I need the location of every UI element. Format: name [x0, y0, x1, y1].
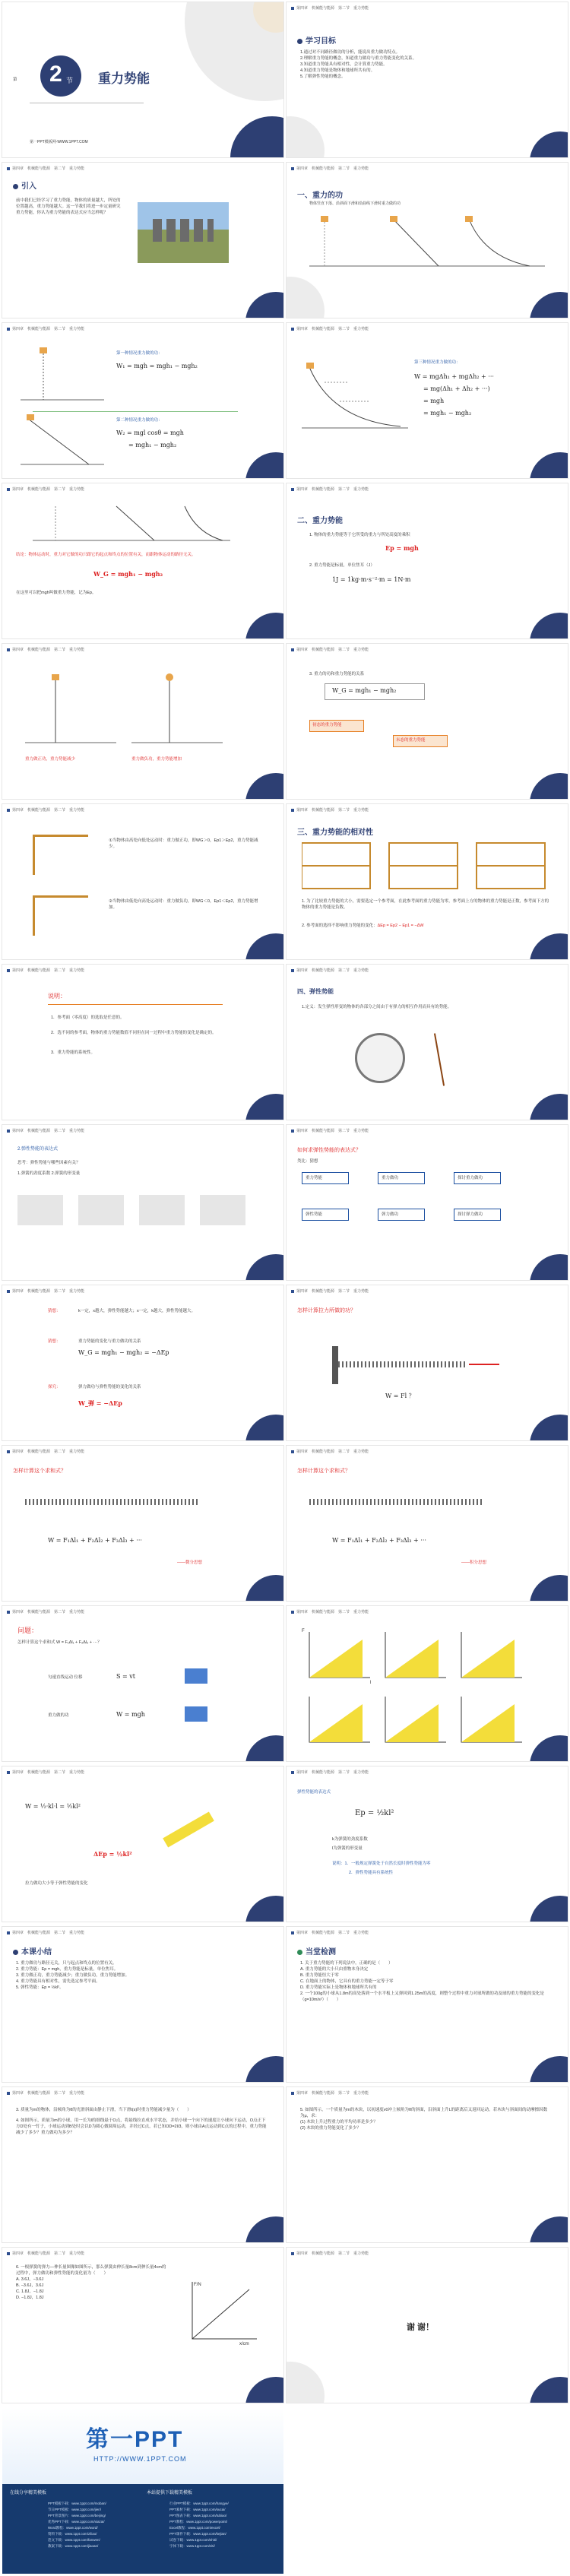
decor-circle [530, 1415, 568, 1440]
promo-link[interactable]: PPT背景图片：www.1ppt.com/beijing/ [48, 2514, 106, 2517]
slide-header: 第四章 机械能与能源 第二节 重力势能 [291, 968, 563, 974]
quiz-option: A. 重力势能的大小只由重物本身决定 [300, 1967, 369, 1972]
slide-title: 怎样计算拉力所做的功？ [297, 1308, 356, 1313]
objective-list [300, 49, 551, 80]
slide-title: 怎样计算这个求和式？ [13, 1469, 66, 1474]
method-note: ——积分思想 [461, 1560, 487, 1565]
sum-formula: W = F₁Δl₁ + F₂Δl₂ + F₃Δl₃ + ··· [332, 1537, 426, 1544]
objective-item: 3.知道重力势能具有相对性，会计算重力势能。 [300, 62, 388, 67]
variable-note: k为弹簧的劲度系数 [332, 1837, 368, 1842]
promo-link[interactable]: Excel教程：www.1ppt.com/excel/ [169, 2526, 220, 2530]
promo-link[interactable]: 优秀PPT下载：www.1ppt.com/xiazai/ [48, 2520, 105, 2524]
question-text: 思考：弹性势能与哪些因素有关？ [17, 1161, 81, 1165]
slide-header: 第四章 机械能与能源 第二节 重力势能 [7, 1288, 279, 1295]
flow-box: 重力势能 [302, 1172, 349, 1184]
slide-header: 第四章 机械能与能源 第二节 重力势能 [291, 166, 563, 173]
method-note: ——微分思想 [177, 1560, 203, 1565]
slide-pull-work [287, 1285, 568, 1440]
quiz-item: (2) 木块的重力势能变化了多少？ [300, 2126, 361, 2131]
objective-item: 2.理解重力势能的概念，知道重力做功与重力势能变化的关系。 [300, 56, 417, 61]
objective-item: 4.知道重力势能是物体和地球所共有的。 [300, 68, 375, 73]
step-text: 弹力做功与弹性势能的变化的关系 [78, 1385, 141, 1389]
decor-circle [530, 292, 568, 318]
objective-item: 1.通过对不同路径做功的分析，能说出重力做功特点。 [300, 50, 401, 55]
summary-item: 3. 重力做正功，重力势能减少；重力做负功，重力势能增加。 [16, 1973, 130, 1978]
final-energy-label: 末态的重力势能 [396, 738, 426, 743]
decor-circle [530, 933, 568, 959]
curve-path-diagram [302, 360, 408, 436]
note-text: 在这里可以把mgh叫做重力势能，记为Ep。 [16, 591, 97, 595]
decor-circle [245, 1415, 283, 1440]
decor-circle [530, 613, 568, 638]
cover-title: 重力势能 [98, 71, 150, 86]
intro-text: 前中我们已经学习了重力势能，物体的质量越大，所处的位置越高，重力势能越大。这一节我们将进一步定量研究重力势能，你认为重力势能的表达式应当怎样呢？ [16, 198, 121, 215]
slide-title: 怎样计算这个求和式？ [297, 1469, 350, 1474]
flow-box: 重力做功 [378, 1172, 425, 1184]
promo-link[interactable]: 字体下载：www.1ppt.com/ziti/ [169, 2544, 215, 2548]
slide-header: 第四章 机械能与能源 第二节 重力势能 [291, 1128, 563, 1135]
slide-subtitle: 物体竖直下落、沿斜面下滑和沿曲线下滑时重力做的功 [309, 201, 401, 206]
promo-link[interactable]: 教案下载：www.1ppt.com/jiaoan/ [48, 2544, 99, 2548]
work-formula: W = Fl ？ [385, 1393, 415, 1399]
force-graph [185, 2278, 261, 2346]
decor-circle [287, 277, 325, 318]
decor-circle [530, 1254, 568, 1280]
ep-formula: Ep = mgh [385, 544, 419, 552]
elastic-ep-formula: Ep = ½kl² [355, 1809, 394, 1817]
case2-formula-result: = mgh₁ − mgh₂ [128, 442, 177, 448]
case2-label: 第二种情况重力做的功： [116, 418, 163, 423]
summary-item: 5. 弹性势能：Ep = ½kl²。 [16, 1985, 64, 1990]
fall-and-slope-diagram [13, 343, 127, 472]
slide-header: 第四章 机械能与能源 第二节 重力势能 [7, 166, 279, 173]
work-formula: W = ½·kl·l = ½kl² [25, 1803, 81, 1810]
decor-circle [245, 2056, 283, 2082]
case3-formula: = mgh [423, 398, 445, 404]
slide-objectives [287, 2, 568, 157]
reference-note: 2. 参考面的选择不影响重力势能的变化： [302, 924, 378, 928]
case2-formula: W₂ = mgl cosθ = mgh [116, 429, 184, 436]
slide-title: 学习目标 [297, 34, 336, 46]
initial-energy-label: 初态的重力势能 [312, 723, 342, 727]
title-bullet-icon [297, 1950, 302, 1955]
title-bullet-icon [13, 1950, 18, 1955]
slide-elastic-formula [2, 1125, 283, 1280]
divider [33, 411, 238, 412]
title-bullet-icon [13, 184, 18, 189]
highlight-tag [163, 1811, 214, 1847]
case1-label: 第一种情况重力做的功： [116, 351, 163, 356]
promo-link[interactable]: 资料下载：www.1ppt.com/ziliao/ [48, 2532, 97, 2536]
crane-icon [33, 835, 88, 875]
slide-header: 第四章 机械能与能源 第二节 重力势能 [291, 2090, 563, 2097]
quiz-item: 1. 关于重力势能的下列说法中，正确的是（ ） [300, 1961, 393, 1966]
slide-header: 第四章 机械能与能源 第二节 重力势能 [7, 2090, 279, 2097]
decor-circle [530, 1094, 568, 1120]
slide-conclusion [2, 483, 283, 638]
slide-title: 本课小结 [13, 1945, 52, 1957]
note-item: 3．重力势能的系统性。 [51, 1050, 96, 1055]
section-number: 2 [49, 62, 62, 87]
question-text: 怎样计算这个求和式 W = F₁Δl₁ + F₂Δl₂ + ···？ [17, 1640, 102, 1645]
slide-header: 第四章 机械能与能源 第二节 重力势能 [7, 647, 279, 654]
promo-link[interactable]: PPT图表下载：www.1ppt.com/tubiao/ [169, 2514, 227, 2517]
crane-icon [33, 895, 88, 936]
quiz-item: 4. 如图所示，质量为m的小球，用一长为l的细线悬于O点，将悬线拉直成水平状态，并给小球一个向下的速度让小球向下运动，O点正下方D处有一钉子，小球运动到B处时会以D为圆心做圆周运动，并经过C点，若已知OD=2l/3，则小球由A点运动到C点的过程中，重力势能减少了多少？重力做功为多少？ [16, 2118, 267, 2135]
slide-elastic-energy [287, 965, 568, 1120]
slide-gravity-work [287, 163, 568, 318]
decor-circle [245, 2216, 283, 2242]
cover-footer: 第一PPT模板网-WWW.1PPT.COM [30, 140, 88, 144]
unit-text: 2. 重力势能是标量，单位焦耳（J） [309, 563, 375, 568]
case3-formula: = mgh₁ − mgh₂ [423, 410, 472, 417]
slide-hypothesis [2, 1285, 283, 1440]
slide-header: 第四章 机械能与能源 第二节 重力势能 [291, 1609, 563, 1616]
derivation-note: 拉力做功大小等于弹性势能的变化 [25, 1881, 88, 1886]
slide-quiz-3 [287, 2087, 568, 2242]
gravity-work-formula: W_G = mgh₁ − mgh₂ [93, 570, 163, 578]
decor-circle [530, 2377, 568, 2403]
flow-box: 弹性势能 [302, 1209, 349, 1221]
decor-circle [245, 773, 283, 799]
decor-circle [287, 116, 325, 157]
quiz-item: 6. 一根弹簧的弹力—伸长量图像如图所示，那么弹簧由伸长量8cm到伸长量4cm的过程中，弹力做功和弹性势能的变化量为（ ） [16, 2265, 166, 2276]
decor-circle [245, 292, 283, 318]
slide-sum-1 [2, 1446, 283, 1601]
step-label: 猜想： [48, 1309, 61, 1313]
slide-cover [2, 2, 283, 157]
stonehenge-photo [138, 202, 229, 263]
case3-label: 第三种情况重力做的功： [414, 360, 461, 365]
delta-ep-formula: ΔEp = Ep2 − Ep1 = −ΔW [377, 924, 424, 928]
slide-header: 第四章 机械能与能源 第二节 重力势能 [291, 1288, 563, 1295]
step-label: 探究： [48, 1385, 61, 1389]
slide-header: 第四章 机械能与能源 第二节 重力势能 [7, 1609, 279, 1616]
decor-circle [230, 116, 283, 157]
objective-item: 5.了解弹性势能的概念。 [300, 74, 346, 79]
slide-header: 第四章 机械能与能源 第二节 重力势能 [291, 326, 563, 333]
quiz-item: (1) 木块上升过程重力的平均功率是多少？ [300, 2120, 378, 2124]
stones-shape [153, 219, 214, 242]
slide-title: 一、重力的功 [297, 192, 343, 200]
decor-circle [530, 131, 568, 157]
note-item: 2．选不同的参考面，物体的重力势能数值不同但在同一过程中重力势能的变化是确定的。 [51, 1031, 217, 1035]
wall-icon [332, 1346, 338, 1384]
slide-energy-change [2, 804, 283, 959]
slide-header: 第四章 机械能与能源 第二节 重力势能 [291, 1449, 563, 1456]
archer-bow-image [434, 1033, 445, 1085]
conclusion-label: 结论： [16, 553, 29, 557]
slide-header: 第四章 机械能与能源 第二节 重力势能 [7, 326, 279, 333]
case1-formula: W₁ = mgh = mgh₁ − mgh₂ [116, 363, 198, 369]
quiz-option: B. 重力势能恒大于零 [300, 1973, 339, 1978]
slide-title: 四、弹性势能 [297, 988, 334, 995]
reference-text: 1. 为了比较重力势能的大小，需要选定一个参考面，在此参考面的重力势能为零，参考面上方的物体的重力势能是正数，参考面下方的物体的重力势能是负数。 [302, 899, 549, 910]
promo-logo: 第一PPT [86, 2427, 184, 2452]
unit-formula: 1J = 1kg·m·s⁻²·m = 1N·m [332, 576, 411, 583]
definition-text: 1.定义：发生弹性形变的物体的各部分之间由于有弹力的相互作用而具有的势能。 [302, 1005, 452, 1009]
spring-icon [338, 1361, 467, 1367]
slide-header: 第四章 机械能与能源 第二节 重力势能 [7, 1930, 279, 1937]
notes-label: 说明： [48, 993, 66, 1000]
area-graphs [302, 1624, 537, 1754]
spring-icon [25, 1499, 200, 1505]
decor-circle [245, 1896, 283, 1922]
area-block [185, 1706, 207, 1722]
slide-header: 第四章 机械能与能源 第二节 重力势能 [7, 486, 279, 493]
decor-circle [530, 1575, 568, 1601]
slide-elastic-expression [287, 1766, 568, 1922]
decor-circle [287, 2362, 325, 2403]
slide-work-energy-relation [287, 644, 568, 799]
slide-analogy [287, 1125, 568, 1280]
slide-header: 第四章 机械能与能源 第二节 重力势能 [7, 807, 279, 814]
up-down-diagram [25, 667, 223, 750]
quiz-option: B. −3.6J，3.6J [16, 2283, 44, 2288]
decor-circle [245, 2377, 283, 2403]
slide-header: 第四章 机械能与能源 第二节 重力势能 [291, 1930, 563, 1937]
promo-link[interactable]: PPT课件下载：www.1ppt.com/kejian/ [169, 2532, 226, 2536]
decor-circle [245, 452, 283, 478]
divider [48, 1004, 223, 1005]
answer-text: 1.弹簧的劲度系数 2.弹簧的形变量 [17, 1171, 81, 1176]
analogy-label: 匀速直线运动 位移 [48, 1675, 83, 1680]
quiz-option: D. −1.8J，1.8J [16, 2296, 44, 2300]
summary-item: 2. 重力势能：Ep = mgh，重力势能是标量，单位焦耳。 [16, 1967, 119, 1972]
promo-url[interactable]: HTTP://WWW.1PPT.COM [93, 2455, 187, 2463]
gravity-work-formula: W_G = mgh₁ − mgh₂ [332, 687, 397, 694]
slide-derivation [2, 1766, 283, 1922]
slide-work-cases [2, 323, 283, 478]
slide-summary [2, 1927, 283, 2082]
sum-formula: W = F₁Δl₁ + F₂Δl₂ + F₃Δl₃ + ··· [48, 1537, 142, 1544]
decor-circle [245, 1575, 283, 1601]
case3-formula: = mg(Δh₁ + Δh₂ + ···) [423, 385, 490, 392]
area-block [185, 1668, 207, 1684]
decor-circle [245, 1254, 283, 1280]
slide-sum-2 [287, 1446, 568, 1601]
question-label: 问题： [17, 1627, 39, 1634]
slide-header: 第四章 机械能与能源 第二节 重力势能 [7, 1128, 279, 1135]
promo-panel [2, 2408, 283, 2574]
gravity-formula: W_G = mgh₁ − mgh₂ = −ΔEp [78, 1349, 169, 1356]
slide-title: 弹性势能的表达式 [297, 1790, 331, 1795]
quiz-option: C. 1.8J，−1.8J [16, 2289, 44, 2294]
slide-title: 如何求弹性势能的表达式？ [297, 1148, 361, 1153]
quiz-item: 2. 一个100g的小球从1.8m的高处落到一个水平板上又弹回到1.25m的高度，则整个过程中重力对球所做的功及球的重力势能的变化是（g=10m/s²）（ ） [300, 1991, 544, 2002]
flow-box: 弹力做功 [378, 1209, 425, 1221]
negative-work-label: 重力做负功，重力势能增加 [131, 757, 182, 762]
step-text: k一定，x越大，弹性势能越大；x一定，k越大，弹性势能越大。 [78, 1309, 196, 1313]
distance-formula: S = vt [116, 1673, 136, 1680]
decor-circle [530, 2216, 568, 2242]
quiz-item: 3. 质量为m的物体，沿倾角为θ的光滑斜面由静止下滑，当下滑t(s)时重力势能减少量为（ ） [16, 2108, 192, 2112]
slide-thanks [287, 2248, 568, 2403]
three-paths-diagram [309, 211, 545, 272]
slide-header: 第四章 机械能与能源 第二节 重力势能 [291, 486, 563, 493]
summary-item: 4. 重力势能具有相对性，需先选定参考平面。 [16, 1979, 100, 1984]
slide-sign-of-work [2, 644, 283, 799]
clock-spring-image [355, 1033, 405, 1083]
promo-heading: 在线分享精美模板 [10, 2491, 47, 2495]
promo-footer [2, 2484, 283, 2574]
flow-box: 探讨弹力做功 [454, 1209, 501, 1221]
thanks-text: 谢 谢！ [407, 2323, 435, 2332]
quiz-option: C. 在地面上的物体，它具有的重力势能一定等于零 [300, 1979, 394, 1984]
promo-link[interactable]: Word教程：www.1ppt.com/word/ [48, 2526, 98, 2530]
definition-text: 1. 物体的重力势能等于它所受的重力与所处高度的乘积 [309, 533, 410, 537]
summary-item: 1. 重力做功与路径无关，只与起点和终点的位置有关。 [16, 1961, 117, 1966]
slide-header: 第四章 机械能与能源 第二节 重力势能 [7, 968, 279, 974]
promo-link[interactable]: 试卷下载：www.1ppt.com/shiti/ [169, 2538, 217, 2542]
axis-label-y: F/N [194, 2283, 201, 2287]
relation-text: 3. 重力的功和重力势能的关系 [309, 672, 365, 676]
slide-relativity [287, 804, 568, 959]
slide-title: 2.弹性势能的表达式 [17, 1147, 59, 1152]
slide-quiz-2 [2, 2087, 283, 2242]
slide-quiz-1 [287, 1927, 568, 2082]
title-bullet-icon [297, 39, 302, 44]
slide-header: 第四章 机械能与能源 第二节 重力势能 [291, 1770, 563, 1776]
promo-heading: 本站提供下载精美模板 [147, 2491, 193, 2495]
slide-subtitle: 类比：猜想 [297, 1159, 318, 1164]
slide-notes [2, 965, 283, 1120]
slide-title: 当堂检测 [297, 1945, 336, 1957]
axis-label-x: l [370, 1681, 372, 1685]
section-unit: 节 [66, 77, 74, 84]
slide-title: 二、重力势能 [297, 517, 343, 525]
decor-circle [530, 1896, 568, 1922]
slide-intro [2, 163, 283, 318]
slide-title: 引入 [13, 179, 36, 191]
positive-work-label: 重力做正功，重力势能减少 [25, 757, 76, 762]
decor-circle [245, 613, 283, 638]
axis-label-x: x/cm [239, 2342, 249, 2346]
promo-link[interactable]: 行业PPT模板：www.1ppt.com/hangye/ [169, 2502, 229, 2505]
analogy-label: 重力做的功 [48, 1713, 69, 1718]
decor-circle [245, 1735, 283, 1761]
slide-header: 第四章 机械能与能源 第二节 重力势能 [7, 1770, 279, 1776]
conclusion-text: 物体运动时，重力对它做的功只跟它的起点和终点的位置有关，而跟物体运动的路径无关。 [28, 553, 196, 557]
frames-diagram [302, 839, 553, 892]
decor-circle [530, 773, 568, 799]
quiz-option: D. 重力势能实际上是物体和地球所共有的 [300, 1985, 377, 1990]
axis-label-y: F [302, 1629, 305, 1633]
spring-images [17, 1195, 245, 1225]
promo-link[interactable]: PPT教程：www.1ppt.com/powerpoint/ [169, 2520, 228, 2524]
step-text: 重力势能的变化与重力做功的关系 [78, 1339, 141, 1344]
spring-icon [309, 1499, 484, 1505]
promo-link[interactable]: PPT模板下载：www.1ppt.com/moban/ [48, 2502, 106, 2505]
promo-link[interactable]: PPT素材下载：www.1ppt.com/sucai/ [169, 2508, 226, 2511]
slide-quiz-4 [2, 2248, 283, 2403]
decor-circle [530, 452, 568, 478]
gravity-work-formula: W = mgh [116, 1711, 145, 1718]
slide-header: 第四章 机械能与能源 第二节 重力势能 [291, 807, 563, 814]
section-word: 第 [13, 78, 17, 82]
ep-formula: ΔEp = ½kl² [93, 1850, 132, 1858]
note-item: 1．参考面（零高度）的选取是任意的。 [51, 1016, 125, 1020]
slide-question [2, 1606, 283, 1761]
slide-header: 第四章 机械能与能源 第二节 重力势能 [7, 2251, 279, 2258]
descending-text: ①当物体由高处向低处运动时：重力做正功，即WG＞0，Ep1＞Ep2，重力势能减少。 [109, 838, 258, 849]
promo-link-list [169, 2501, 229, 2549]
decor-circle [245, 933, 283, 959]
force-arrow-icon [469, 1364, 499, 1365]
remark: 2．弹性势能具有系统性 [349, 1871, 394, 1875]
slide-title: 三、重力势能的相对性 [297, 829, 373, 837]
slide-header: 第四章 机械能与能源 第二节 重力势能 [291, 5, 563, 12]
case3-formula: W = mgΔh₁ + mgΔh₂ + ··· [414, 373, 494, 380]
slide-curve-case [287, 323, 568, 478]
quiz-item: 5. 如图所示，一个质量为m的木块，以初速度v0冲上倾角为θ的斜面，沿斜面上升L的距离后又返回运动。若木块与斜面间的动摩擦因数为μ，求： [300, 2108, 548, 2118]
ascending-text: ②当物体由低处向高处运动时：重力做负功，即WG＜0，Ep1＜Ep2，重力势能增加。 [109, 899, 258, 910]
slide-header: 第四章 机械能与能源 第二节 重力势能 [7, 1449, 279, 1456]
decor-circle [245, 1094, 283, 1120]
flow-box: 探讨重力做功 [454, 1172, 501, 1184]
slide-area-graphs [287, 1606, 568, 1761]
decor-circle [530, 2056, 568, 2082]
promo-link-list [48, 2501, 106, 2549]
remark: 说明：1．一般规定弹簧处于自然长度时弹性势能为零 [332, 1862, 431, 1866]
step-label: 猜想： [48, 1339, 61, 1344]
elastic-formula: W_弹 = −ΔEp [78, 1399, 122, 1407]
slide-potential-energy [287, 483, 568, 638]
promo-link[interactable]: 节日PPT模板：www.1ppt.com/jieri/ [48, 2508, 102, 2511]
quiz-option: A. 3.6J，−3.6J [16, 2277, 44, 2282]
slide-header: 第四章 机械能与能源 第二节 重力势能 [291, 647, 563, 654]
variable-note: l为弹簧的形变量 [332, 1846, 363, 1851]
slide-header: 第四章 机械能与能源 第二节 重力势能 [291, 2251, 563, 2258]
paths-diagram [33, 499, 230, 544]
promo-link[interactable]: 范文下载：www.1ppt.com/fanwen/ [48, 2538, 100, 2542]
